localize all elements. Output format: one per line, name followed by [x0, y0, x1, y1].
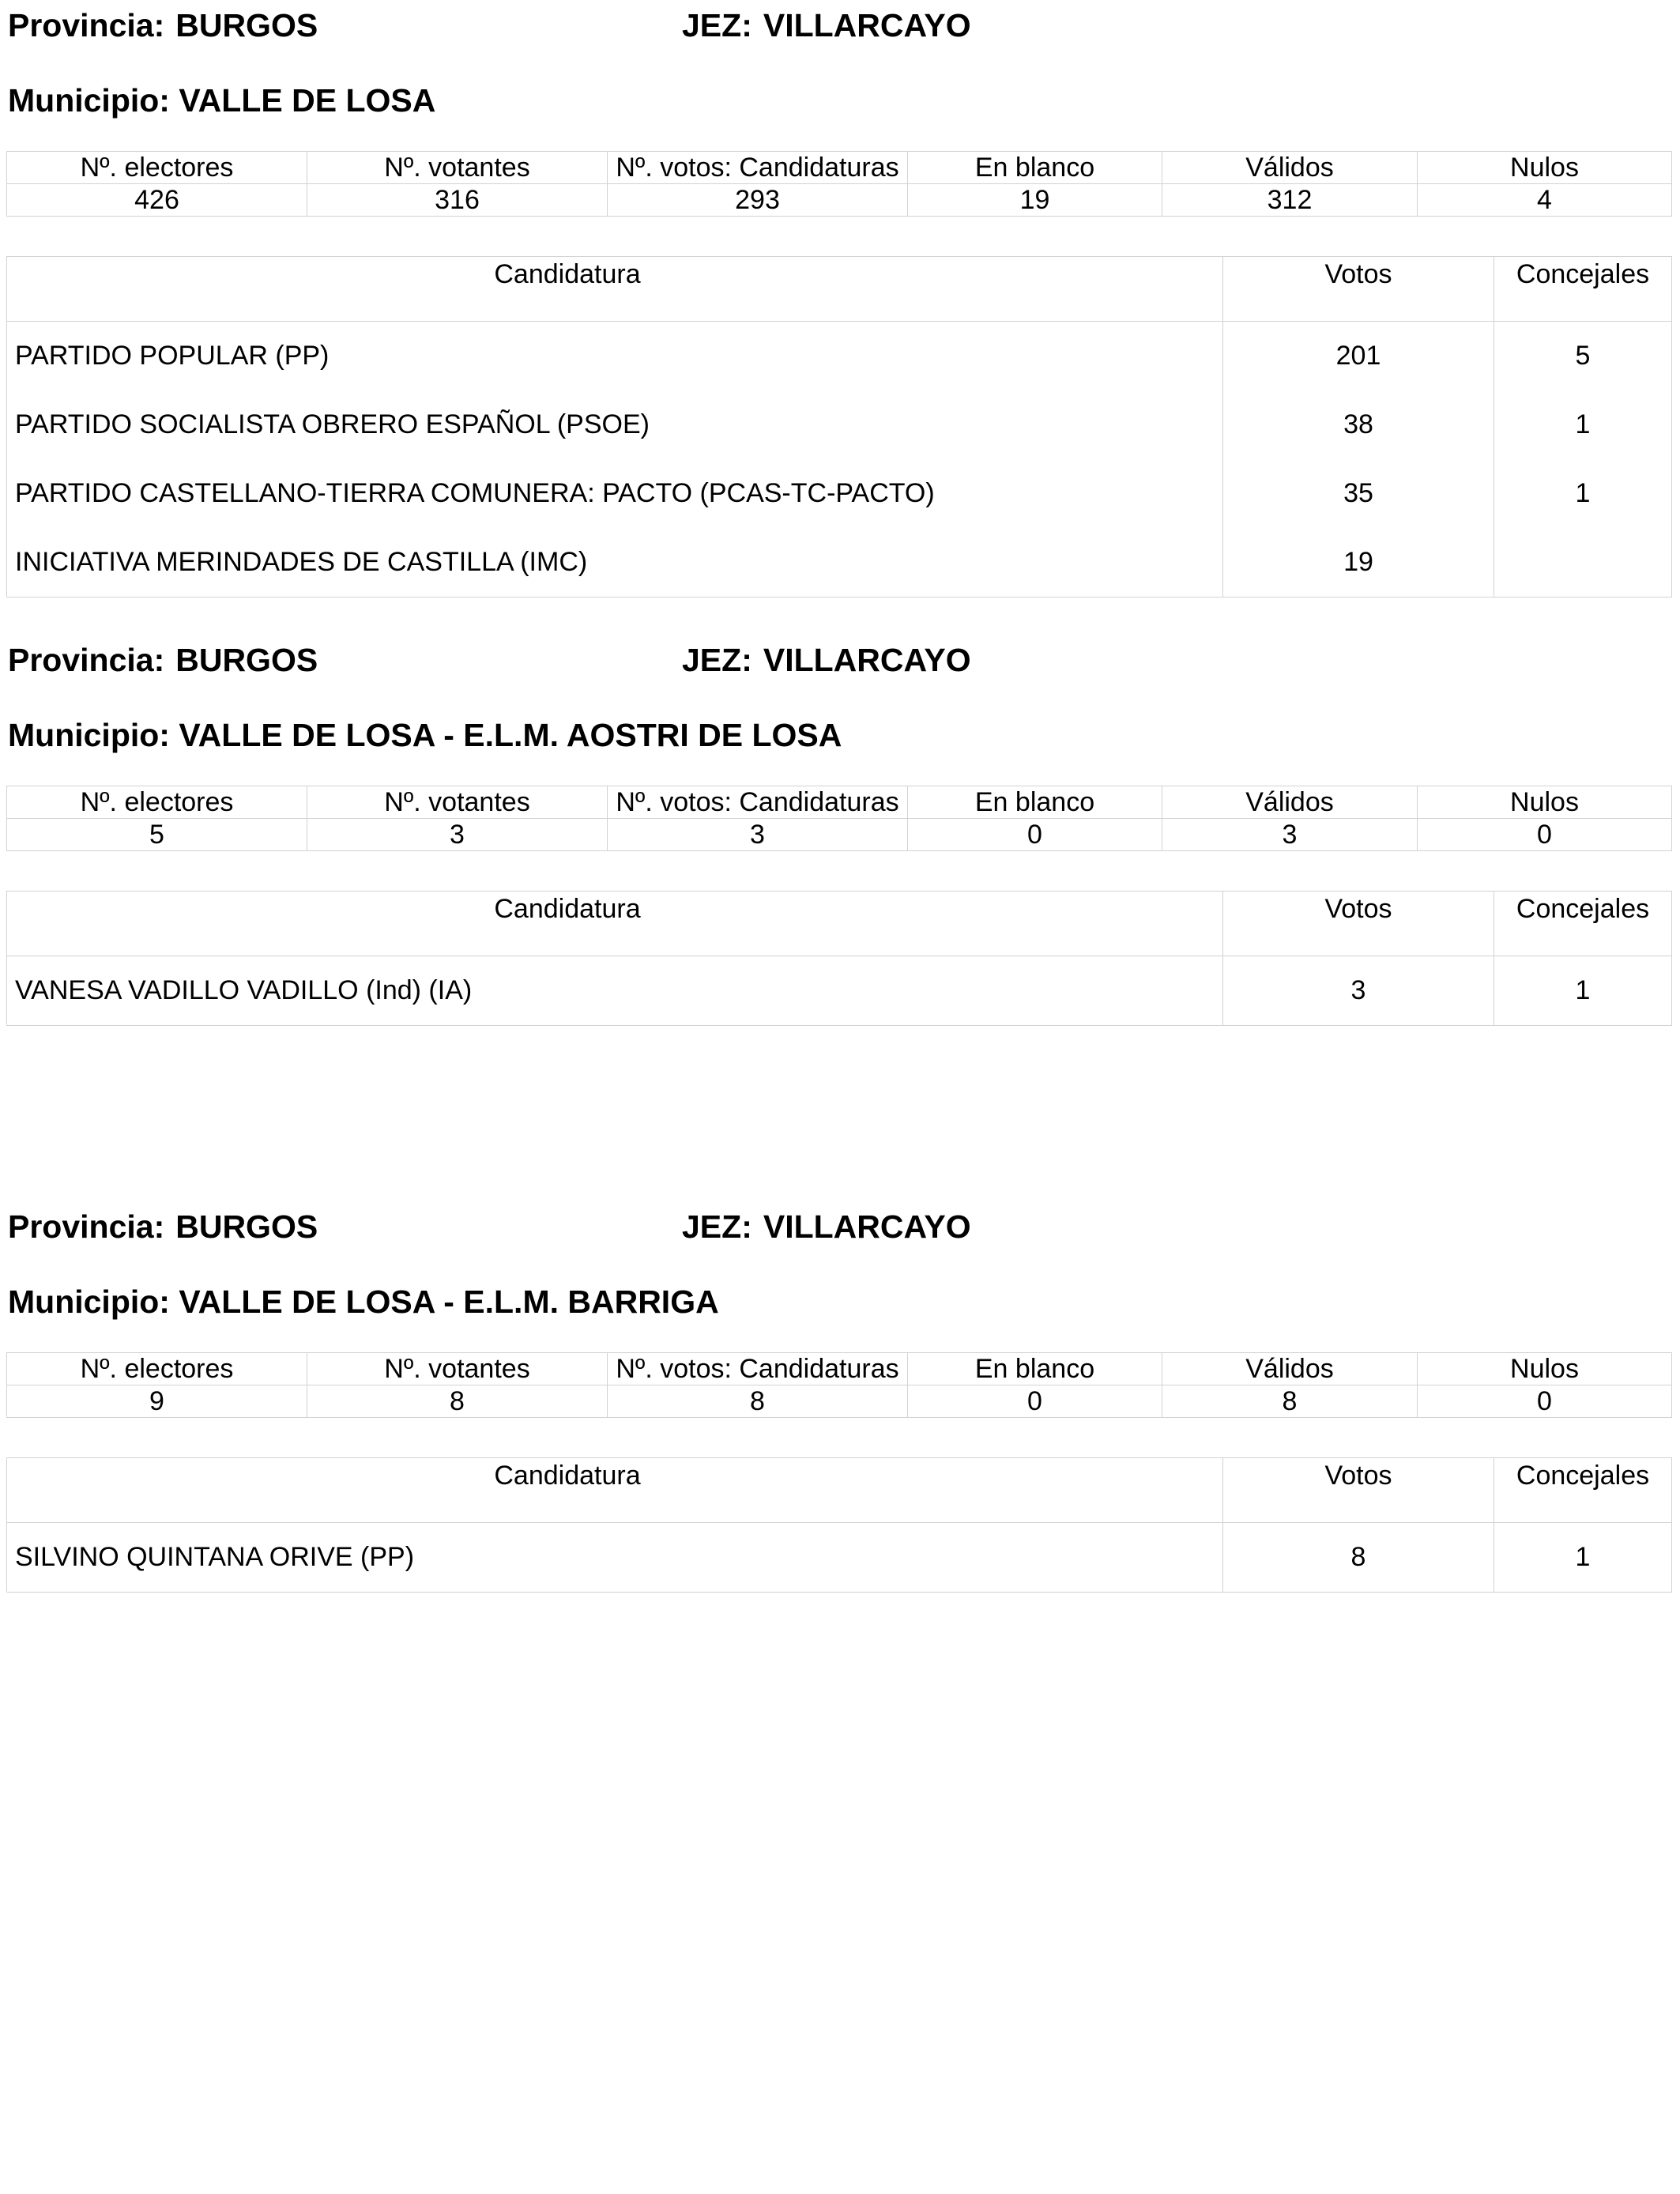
concejales-header: Concejales [1494, 257, 1672, 322]
municipio-label: Municipio: [8, 82, 170, 119]
candidatura-name: INICIATIVA MERINDADES DE CASTILLA (IMC) [7, 528, 1223, 598]
candidatura-name: PARTIDO CASTELLANO-TIERRA COMUNERA: PACTO (PCAS-TC-PACTO) [7, 459, 1223, 528]
votos-header: Votos [1223, 1458, 1494, 1523]
table-row [7, 322, 1672, 391]
jez-label: JEZ: [682, 7, 752, 43]
jez-value: VILLARCAYO [763, 642, 971, 678]
provincia-value: BURGOS [175, 642, 318, 678]
summary-table [6, 151, 1672, 217]
votos-value: 201 [1223, 322, 1494, 391]
votos-value: 38 [1223, 390, 1494, 459]
jez-label: JEZ: [682, 1208, 752, 1245]
votos-value: 3 [1223, 956, 1494, 1026]
concejales-value: 1 [1494, 459, 1672, 528]
provincia-value: BURGOS [175, 1208, 318, 1245]
concejales-header: Concejales [1494, 1458, 1672, 1523]
municipio-value: VALLE DE LOSA - E.L.M. BARRIGA [179, 1284, 719, 1320]
candidatura-name: SILVINO QUINTANA ORIVE (PP) [7, 1523, 1223, 1593]
summary-header: En blanco [908, 1353, 1162, 1385]
candidatura-name: PARTIDO SOCIALISTA OBRERO ESPAÑOL (PSOE) [7, 390, 1223, 459]
provincia-label: Provincia: [8, 7, 165, 43]
candidatura-name: PARTIDO POPULAR (PP) [7, 322, 1223, 391]
summary-header: Válidos [1162, 786, 1418, 819]
table-row [7, 528, 1672, 598]
summary-table [6, 1352, 1672, 1418]
votos-value: 19 [1223, 528, 1494, 598]
summary-value-row [7, 1385, 1672, 1418]
votos-header: Votos [1223, 892, 1494, 956]
summary-value: 426 [7, 184, 307, 217]
summary-value: 4 [1418, 184, 1672, 217]
summary-value-row [7, 819, 1672, 851]
provincia-line [8, 6, 318, 44]
provincia-label: Provincia: [8, 1208, 165, 1245]
summary-header: En blanco [908, 786, 1162, 819]
summary-header: Nº. electores [7, 152, 307, 184]
summary-value: 8 [608, 1385, 908, 1418]
results-table [6, 256, 1672, 598]
summary-value: 0 [908, 819, 1162, 851]
results-header-row [7, 257, 1672, 322]
summary-value: 3 [608, 819, 908, 851]
summary-value: 5 [7, 819, 307, 851]
summary-header: Nº. votantes [307, 1353, 608, 1385]
municipio-line [8, 716, 842, 754]
summary-value: 316 [307, 184, 608, 217]
jez-value: VILLARCAYO [763, 7, 971, 43]
jez-line [682, 641, 971, 679]
summary-value: 0 [1418, 819, 1672, 851]
summary-value-row [7, 184, 1672, 217]
municipio-value: VALLE DE LOSA - E.L.M. AOSTRI DE LOSA [179, 717, 842, 753]
summary-header-row [7, 152, 1672, 184]
table-row [7, 956, 1672, 1026]
concejales-value: 1 [1494, 390, 1672, 459]
summary-header-row [7, 1353, 1672, 1385]
summary-header: Nulos [1418, 786, 1672, 819]
summary-value: 312 [1162, 184, 1418, 217]
concejales-value: 5 [1494, 322, 1672, 391]
summary-header: Nº. electores [7, 786, 307, 819]
votos-value: 8 [1223, 1523, 1494, 1593]
summary-table [6, 786, 1672, 851]
municipio-label: Municipio: [8, 1284, 170, 1320]
concejales-header: Concejales [1494, 892, 1672, 956]
summary-header: Nº. votantes [307, 152, 608, 184]
summary-header: Válidos [1162, 152, 1418, 184]
municipio-line [8, 1283, 719, 1321]
results-header-row [7, 892, 1672, 956]
summary-header: Nº. votos: Candidaturas [608, 786, 908, 819]
jez-value: VILLARCAYO [763, 1208, 971, 1245]
summary-header: Nulos [1418, 152, 1672, 184]
table-row [7, 1523, 1672, 1593]
results-header-row [7, 1458, 1672, 1523]
summary-header: En blanco [908, 152, 1162, 184]
results-table [6, 891, 1672, 1026]
table-row [7, 459, 1672, 528]
provincia-line [8, 641, 318, 679]
concejales-value: 1 [1494, 956, 1672, 1026]
municipio-line [8, 81, 435, 119]
summary-value: 8 [307, 1385, 608, 1418]
table-row [7, 390, 1672, 459]
summary-value: 8 [1162, 1385, 1418, 1418]
municipio-value: VALLE DE LOSA [179, 82, 436, 119]
jez-line [682, 6, 971, 44]
summary-header: Nº. votos: Candidaturas [608, 152, 908, 184]
summary-header-row [7, 786, 1672, 819]
provincia-label: Provincia: [8, 642, 165, 678]
concejales-value [1494, 528, 1672, 598]
summary-value: 9 [7, 1385, 307, 1418]
summary-header: Válidos [1162, 1353, 1418, 1385]
concejales-value: 1 [1494, 1523, 1672, 1593]
votos-header: Votos [1223, 257, 1494, 322]
votos-value: 35 [1223, 459, 1494, 528]
summary-header: Nulos [1418, 1353, 1672, 1385]
summary-value: 0 [1418, 1385, 1672, 1418]
candidatura-header: Candidatura [7, 257, 1223, 322]
summary-header: Nº. electores [7, 1353, 307, 1385]
jez-line [682, 1208, 971, 1246]
summary-header: Nº. votantes [307, 786, 608, 819]
summary-value: 3 [1162, 819, 1418, 851]
candidatura-header: Candidatura [7, 892, 1223, 956]
summary-value: 3 [307, 819, 608, 851]
summary-value: 19 [908, 184, 1162, 217]
municipio-label: Municipio: [8, 717, 170, 753]
summary-value: 293 [608, 184, 908, 217]
summary-header: Nº. votos: Candidaturas [608, 1353, 908, 1385]
candidatura-header: Candidatura [7, 1458, 1223, 1523]
jez-label: JEZ: [682, 642, 752, 678]
provincia-value: BURGOS [175, 7, 318, 43]
results-table [6, 1457, 1672, 1593]
candidatura-name: VANESA VADILLO VADILLO (Ind) (IA) [7, 956, 1223, 1026]
summary-value: 0 [908, 1385, 1162, 1418]
provincia-line [8, 1208, 318, 1246]
